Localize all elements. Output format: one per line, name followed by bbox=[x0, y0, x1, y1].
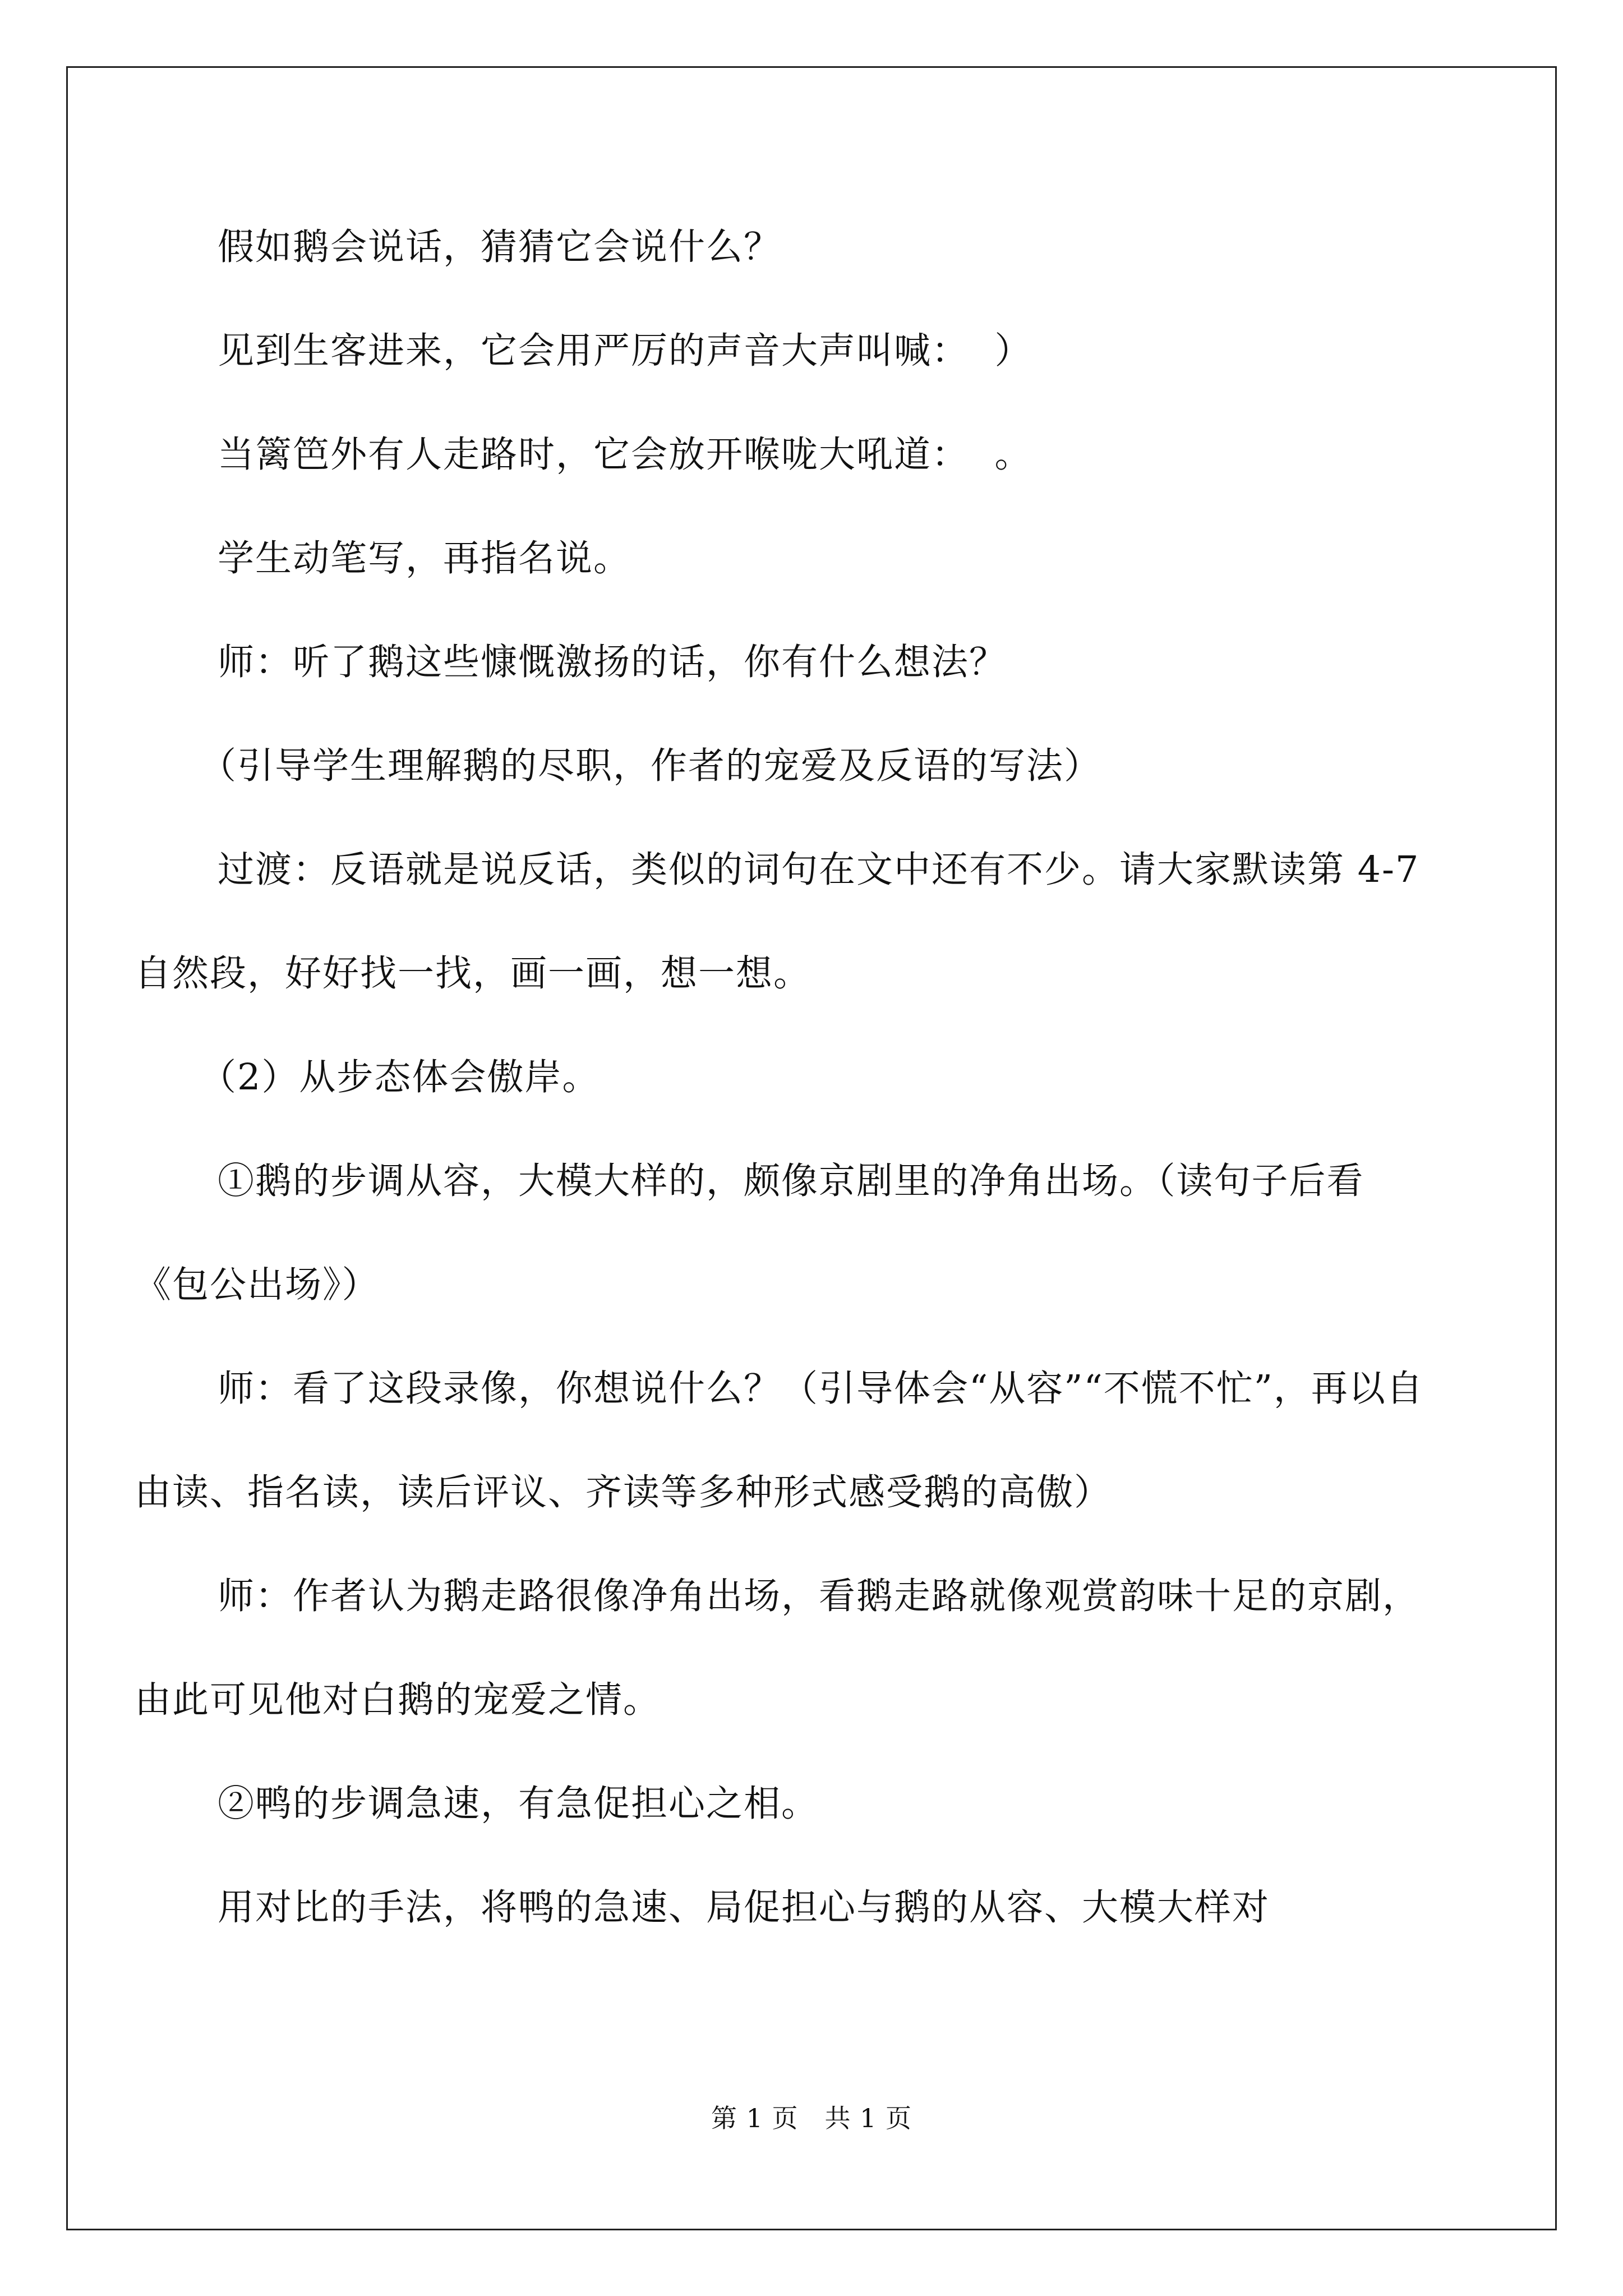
paragraph-1: 假如鹅会说话，猜猜它会说什么？ bbox=[218, 226, 782, 268]
paragraph-7: 过渡：反语就是说反话，类似的词句在文中还有不少。请大家默读第 4-7 自然段，好好找一找，画一画，想一想。 bbox=[135, 849, 1433, 995]
paragraph-8: （2）从步态体会傲岸。 bbox=[200, 1056, 600, 1098]
paragraph-2: 见到生客进来，它会用严厉的声音大声叫喊： ） bbox=[218, 330, 1032, 372]
document-body bbox=[135, 195, 1436, 1959]
paragraph-9: ①鹅的步调从容，大模大样的，颇像京剧里的净角出场。（读句子后看《包公出场》） bbox=[135, 1160, 1364, 1306]
paragraph-13: 用对比的手法，将鸭的急速、局促担心与鹅的从容、大模大样对 bbox=[218, 1887, 1270, 1929]
paragraph-11: 师：作者认为鹅走路很像净角出场，看鹅走路就像观赏韵味十足的京剧，由此可见他对白鹅的宠爱之情。 bbox=[135, 1575, 1421, 1721]
paragraph-5: 师：听了鹅这些慷慨激扬的话，你有什么想法？ bbox=[218, 641, 1007, 683]
paragraph-12: ②鸭的步调急速，有急促担心之相。 bbox=[218, 1783, 819, 1825]
paragraph-6: （引导学生理解鹅的尽职，作者的宠爱及反语的写法） bbox=[200, 745, 1102, 787]
paragraph-3: 当篱笆外有人走路时，它会放开喉咙大吼道： 。 bbox=[218, 434, 1032, 476]
paragraph-4: 学生动笔写，再指名说。 bbox=[218, 537, 631, 579]
paragraph-10: 师：看了这段录像，你想说什么？（引导体会“从容”“不慌不忙”，再以自由读、指名读，读后评议、齐读等多种形式感受鹅的高傲） bbox=[135, 1368, 1424, 1513]
page-number-footer: 第 1 页 共 1 页 bbox=[711, 2103, 912, 2133]
